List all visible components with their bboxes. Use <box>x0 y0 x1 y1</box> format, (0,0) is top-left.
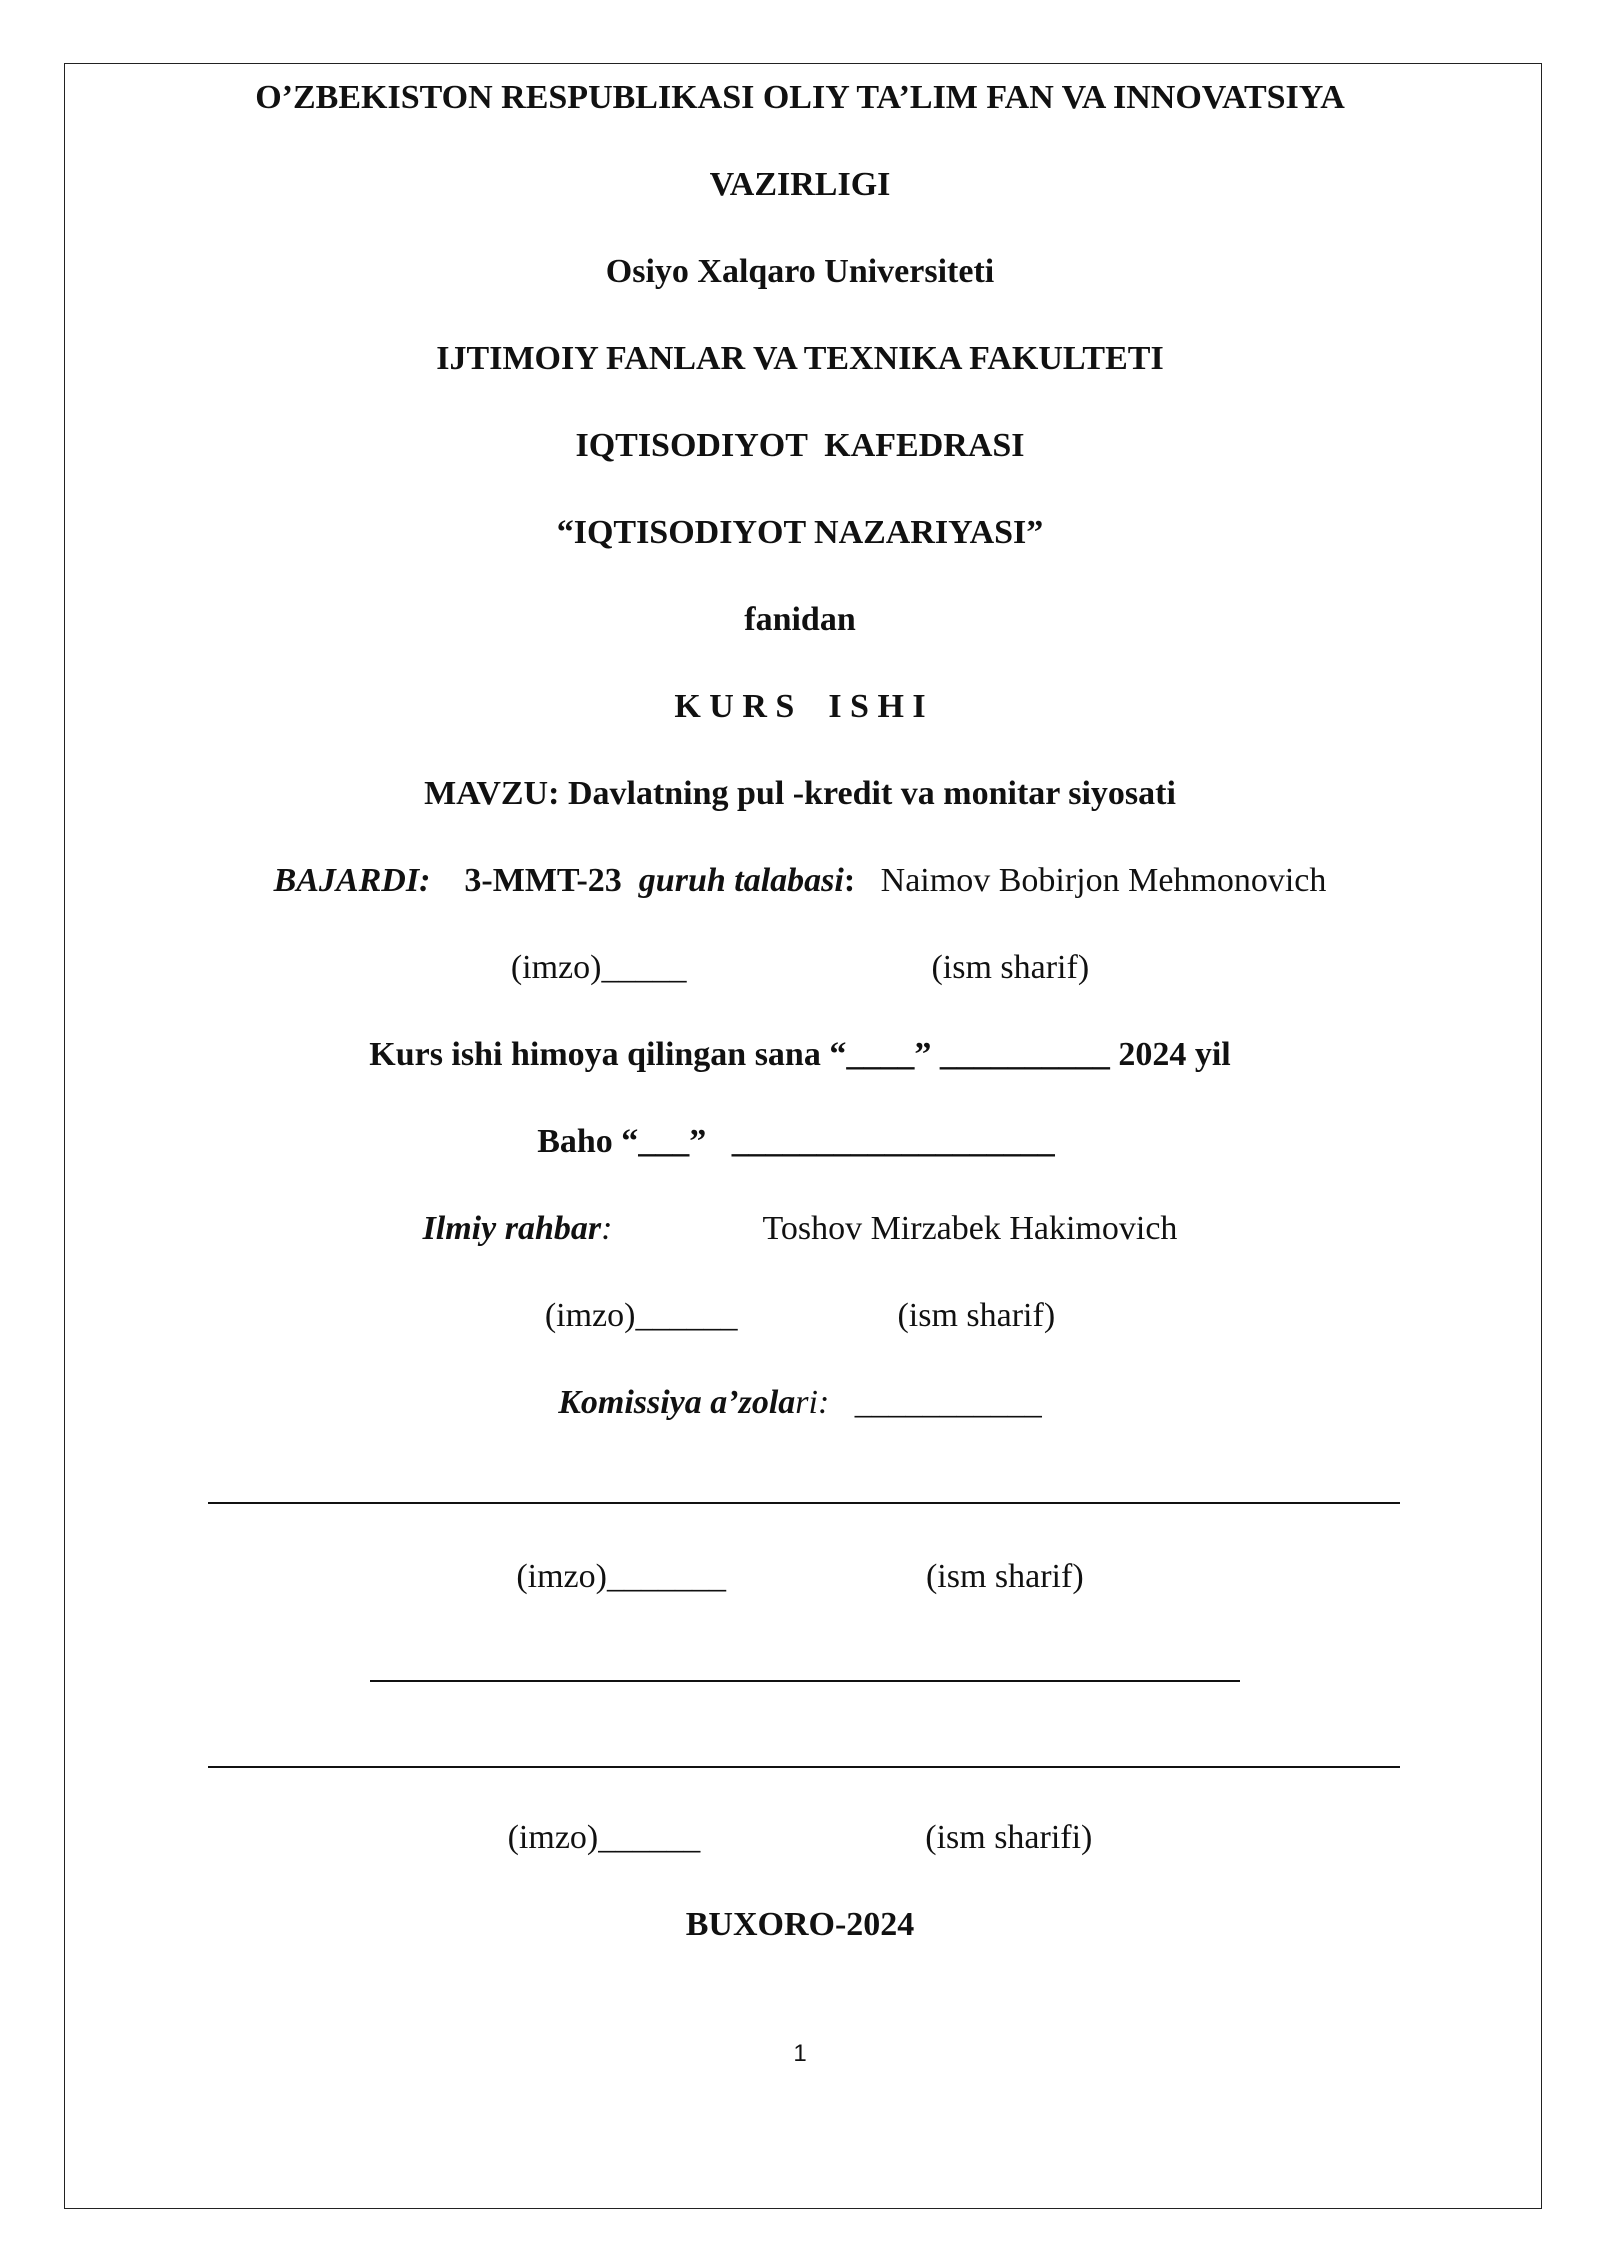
student-sign-label: (imzo)_____ <box>510 949 687 986</box>
group-label: guruh talabasi <box>638 862 844 899</box>
member2-sign-label: (imzo)______ <box>507 1819 701 1856</box>
commission-blank: ___________ <box>854 1384 1042 1421</box>
city-year: BUXORO-2024 <box>685 1906 915 1943</box>
topic-line <box>0 774 1600 814</box>
commission-blank-line-1 <box>208 1502 1400 1504</box>
member2-name-label: (ism sharifi) <box>925 1819 1093 1856</box>
supervisor-name-label: (ism sharif) <box>897 1297 1056 1334</box>
commission-label: Komissiya a’zola <box>558 1384 796 1421</box>
supervisor-signature-line <box>0 1296 1600 1336</box>
page-number: 1 <box>793 2040 807 2067</box>
ministry-line-2: VAZIRLIGI <box>709 166 891 203</box>
commission-line <box>0 1383 1600 1423</box>
student-line <box>0 861 1600 901</box>
member1-name-label: (ism sharif) <box>925 1558 1084 1595</box>
supervisor-label: Ilmiy rahbar <box>422 1210 602 1247</box>
supervisor-sign-label: (imzo)______ <box>544 1297 738 1334</box>
member1-signature-line <box>0 1557 1600 1597</box>
commission-label-tail: ri: <box>795 1384 830 1421</box>
supervisor-colon: : <box>601 1210 613 1247</box>
ministry-line-1: O’ZBEKISTON RESPUBLIKASI OLIY TA’LIM FAN VA INNOVATSIYA <box>255 79 1345 116</box>
supervisor-name: Toshov Mirzabek Hakimovich <box>762 1210 1178 1247</box>
grade-line: Baho “___” ___________________ <box>537 1123 1055 1160</box>
topic-title: Davlatning pul -kredit va monitar siyosati <box>567 775 1176 812</box>
commission-blank-line-2 <box>370 1680 1240 1682</box>
commission-blank-line-3 <box>208 1766 1400 1768</box>
supervisor-line <box>0 1209 1600 1249</box>
student-name-label: (ism sharif) <box>931 949 1090 986</box>
topic-label: MAVZU: <box>424 775 568 812</box>
member2-signature-line <box>0 1818 1600 1858</box>
subject-suffix: fanidan <box>744 601 856 638</box>
student-signature-line <box>0 948 1600 988</box>
group-colon: : <box>843 862 856 899</box>
subject-name: “IQTISODIYOT NAZARIYASI” <box>556 514 1044 551</box>
done-label: BAJARDI: <box>273 862 431 899</box>
department-name: IQTISODIYOT KAFEDRASI <box>575 427 1025 464</box>
student-group: 3-MMT-23 <box>464 862 622 899</box>
student-name: Naimov Bobirjon Mehmonovich <box>880 862 1327 899</box>
defense-date-line: Kurs ishi himoya qilingan sana “____” __________ 2024 yil <box>369 1036 1231 1073</box>
work-type-title: K U R S I S H I <box>674 688 926 725</box>
university-name: Osiyo Xalqaro Universiteti <box>605 253 995 290</box>
faculty-name: IJTIMOIY FANLAR VA TEXNIKA FAKULTETI <box>436 340 1164 377</box>
member1-sign-label: (imzo)_______ <box>516 1558 726 1595</box>
